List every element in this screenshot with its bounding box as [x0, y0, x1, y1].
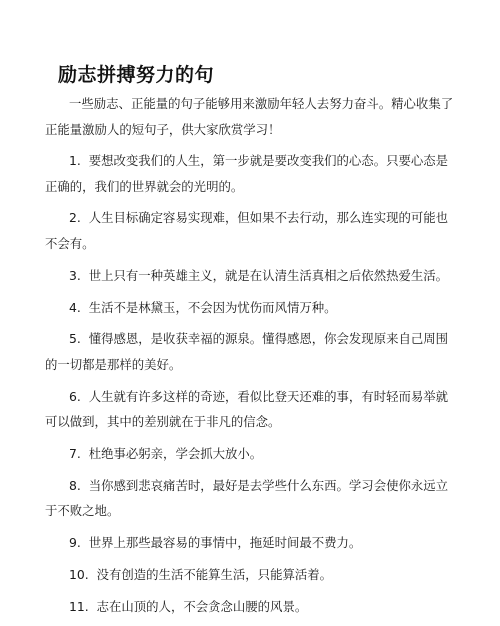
quote-text: 没有创造的生活不能算生活，只能算活着。	[96, 566, 333, 582]
quote-item-3	[45, 263, 455, 289]
quote-item-1	[45, 148, 455, 199]
quote-text: 懂得感恩，是收获幸福的源泉。懂得感恩，你会发现原来自己周围的一切都是那样的美好。	[45, 331, 449, 372]
quote-item-11	[45, 594, 455, 620]
quote-number: 10.	[69, 566, 89, 582]
quote-number: 2.	[69, 210, 81, 226]
quote-text: 杜绝事必躬亲，学会抓大放小。	[88, 446, 263, 462]
quote-text: 世上只有一种英雄主义，就是在认清生活真相之后依然热爱生活。	[88, 267, 449, 283]
quote-text: 人生就有许多这样的奇迹，看似比登天还难的事，有时轻而易举就可以做到，其中的差别就在于非凡的信念。	[45, 388, 449, 430]
quote-number: 8.	[69, 477, 81, 493]
quote-item-8	[45, 473, 455, 524]
quote-item-10	[45, 562, 455, 588]
document-body	[45, 91, 455, 626]
intro-paragraph: 一些励志、正能量的句子能够用来激励年轻人去努力奋斗。精心收集了正能量激励人的短句子，供大家欣赏学习！	[45, 96, 454, 137]
quote-number: 7.	[69, 446, 81, 462]
quote-item-9	[45, 530, 455, 556]
quote-number: 4.	[69, 299, 81, 315]
quote-item-6	[45, 384, 455, 435]
quote-number: 3.	[69, 267, 81, 283]
quote-number: 11.	[69, 598, 89, 614]
document-title: 励志拼搏努力的句	[58, 64, 215, 86]
quote-item-2	[45, 205, 455, 256]
quote-number: 5.	[69, 331, 81, 347]
quote-item-5	[45, 326, 455, 377]
quote-number: 1.	[69, 152, 81, 168]
quote-item-7	[45, 441, 455, 467]
quote-number: 6.	[69, 388, 81, 404]
quote-text: 人生目标确定容易实现难，但如果不去行动，那么连实现的可能也不会有。	[45, 210, 449, 251]
quote-item-4	[45, 295, 455, 321]
quote-number: 9.	[69, 535, 81, 551]
quote-text: 生活不是林黛玉，不会因为忧伤而风情万种。	[88, 299, 337, 315]
quote-text: 要想改变我们的人生，第一步就是要改变我们的心态。只要心态是正确的，我们的世界就会的光明的。	[45, 152, 449, 194]
quote-text: 世界上那些最容易的事情中，拖延时间最不费力。	[88, 535, 362, 551]
quote-text: 志在山顶的人，不会贪念山腰的风景。	[96, 598, 308, 614]
quote-text: 当你感到悲哀痛苦时，最好是去学些什么东西。学习会使你永远立于不败之地。	[45, 477, 449, 519]
